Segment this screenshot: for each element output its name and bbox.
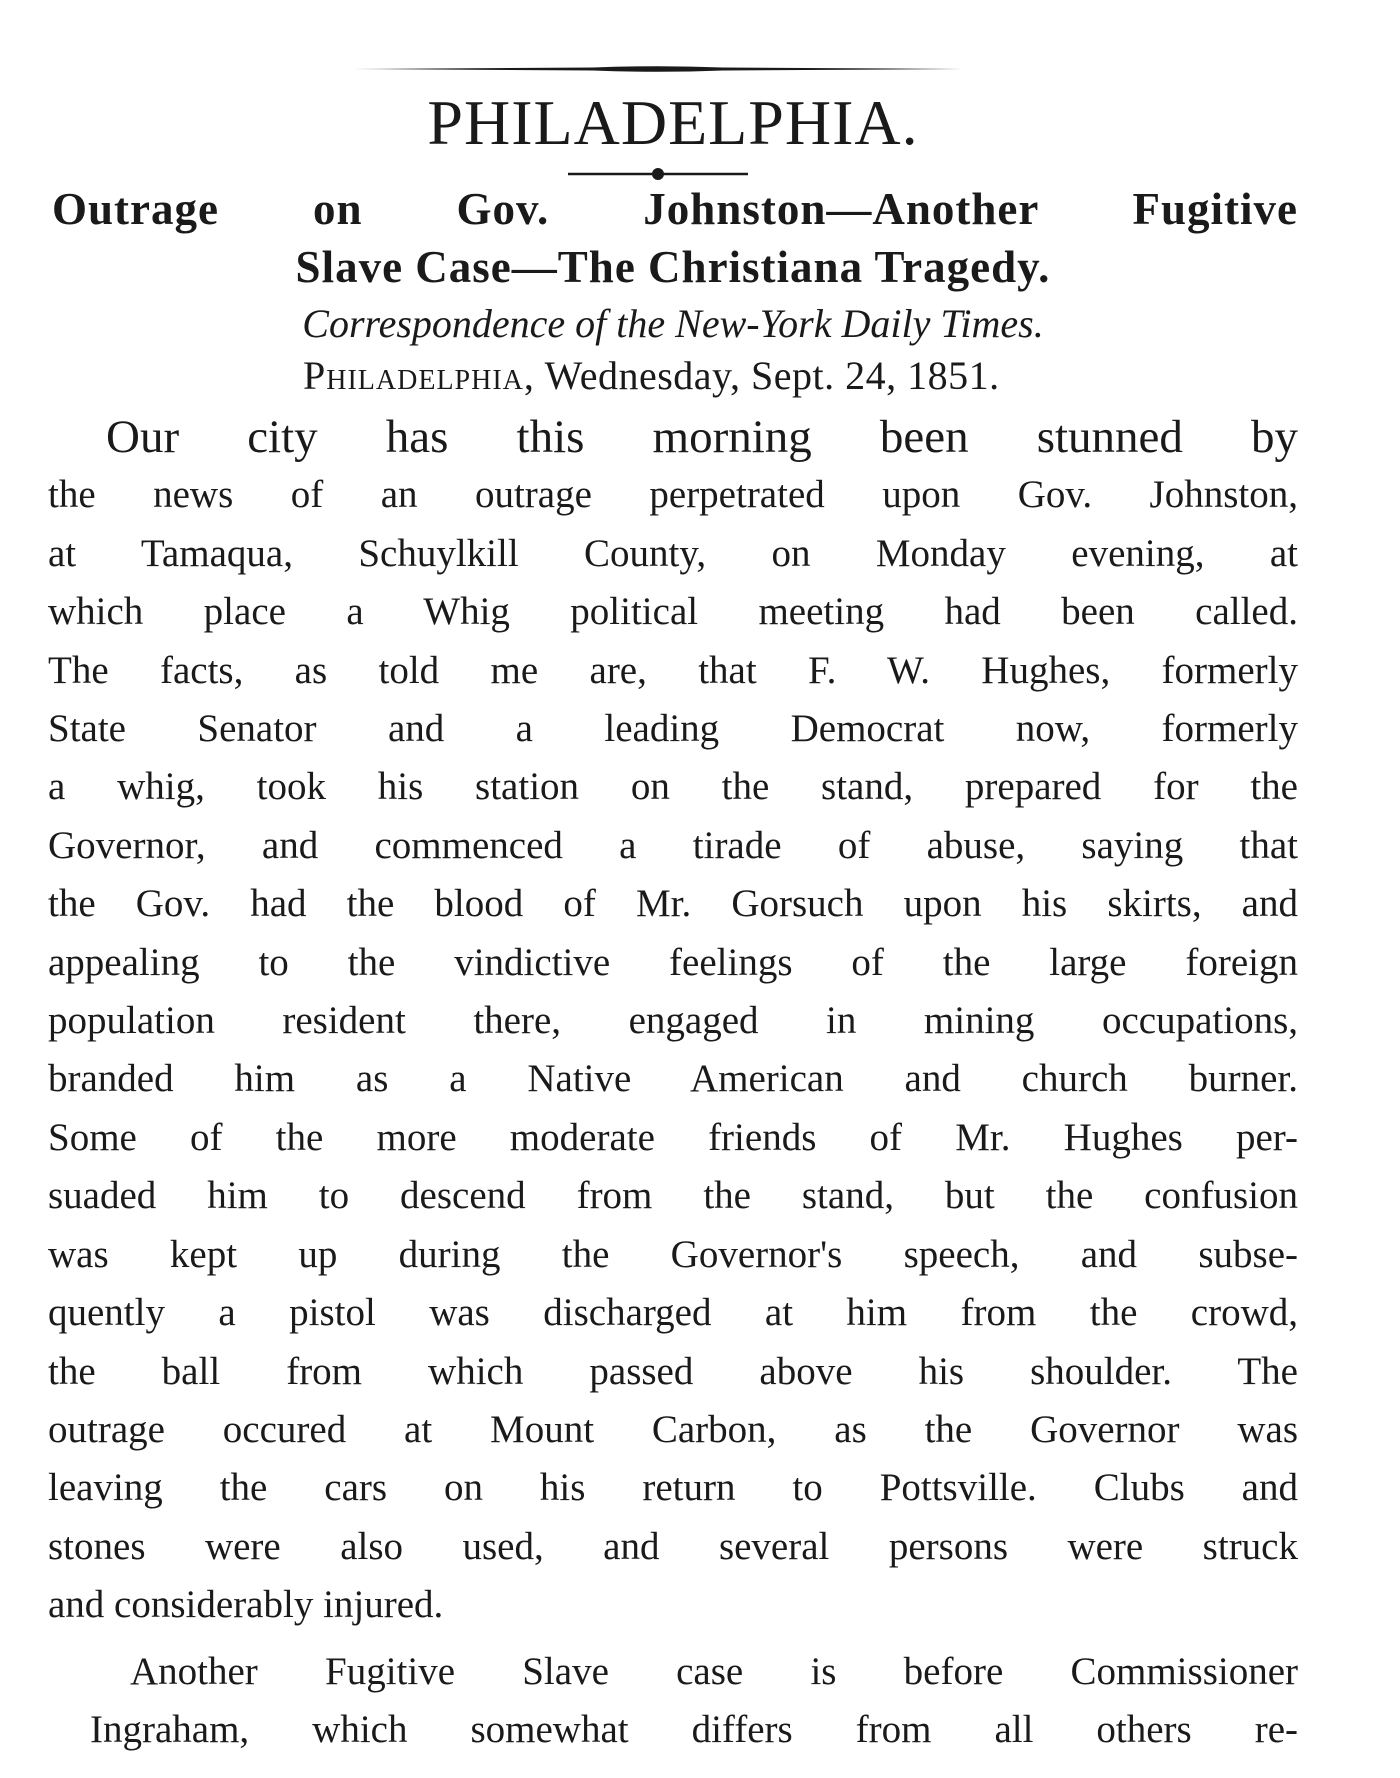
- text-line: stones were also used, and several persons were struck: [48, 1524, 1298, 1568]
- section-title: PHILADELPHIA.: [427, 87, 919, 158]
- dateline-date: Wednesday, Sept. 24, 1851.: [534, 353, 1000, 398]
- article-body: [48, 408, 1298, 1759]
- text-line: branded him as a Native American and church burner.: [48, 1057, 1298, 1101]
- text-line: appealing to the vindictive feelings of the large foreign: [48, 940, 1298, 984]
- text-line: the Gov. had the blood of Mr. Gorsuch upon his skirts, and: [48, 882, 1298, 926]
- text-line: State Senator and a leading Democrat now, formerly: [48, 707, 1298, 751]
- text-line: leaving the cars on his return to Pottsville. Clubs and: [48, 1466, 1298, 1510]
- text-line: population resident there, engaged in mining occupations,: [48, 999, 1298, 1043]
- text-line: the ball from which passed above his shoulder. The: [48, 1349, 1298, 1393]
- text-line: Some of the more moderate friends of Mr. Hughes per-: [48, 1115, 1298, 1159]
- top-rule: [353, 64, 963, 74]
- paragraph-2: [48, 1643, 1298, 1760]
- text-line: at Tamaqua, Schuylkill County, on Monday evening, at: [48, 531, 1298, 575]
- paragraph-1: [48, 408, 1298, 1635]
- text-line: Governor, and commenced a tirade of abuse, saying that: [48, 823, 1298, 867]
- text-line: outrage occured at Mount Carbon, as the Governor was: [48, 1407, 1298, 1451]
- text-line: a whig, took his station on the stand, prepared for the: [48, 765, 1298, 809]
- dateline-place: Philadelphia,: [303, 353, 535, 398]
- text-line: The facts, as told me are, that F. W. Hughes, formerly: [48, 648, 1298, 692]
- text-line: Our city has this morning been stunned by: [106, 411, 1298, 463]
- text-line: suaded him to descend from the stand, but the confusion: [48, 1174, 1298, 1218]
- text-line: which place a Whig political meeting had been called.: [48, 590, 1298, 634]
- headline-line-1: Outrage on Gov. Johnston—Another Fugitive: [52, 184, 1298, 234]
- correspondence-credit: Correspondence of the New-York Daily Times.: [302, 301, 1044, 346]
- text-line: Ingraham, which somewhat differs from all others re-: [90, 1707, 1298, 1751]
- text-line: was kept up during the Governor's speech, and subse-: [48, 1232, 1298, 1276]
- text-line: Another Fugitive Slave case is before Commissioner: [130, 1649, 1298, 1693]
- text-line: quently a pistol was discharged at him from the crowd,: [48, 1291, 1298, 1335]
- text-line: and considerably injured.: [48, 1583, 444, 1627]
- dateline: [303, 352, 1303, 399]
- headline-line-2: Slave Case—The Christiana Tragedy.: [295, 242, 1051, 292]
- text-line: the news of an outrage perpetrated upon Gov. Johnston,: [48, 473, 1298, 517]
- headline: [48, 180, 1298, 296]
